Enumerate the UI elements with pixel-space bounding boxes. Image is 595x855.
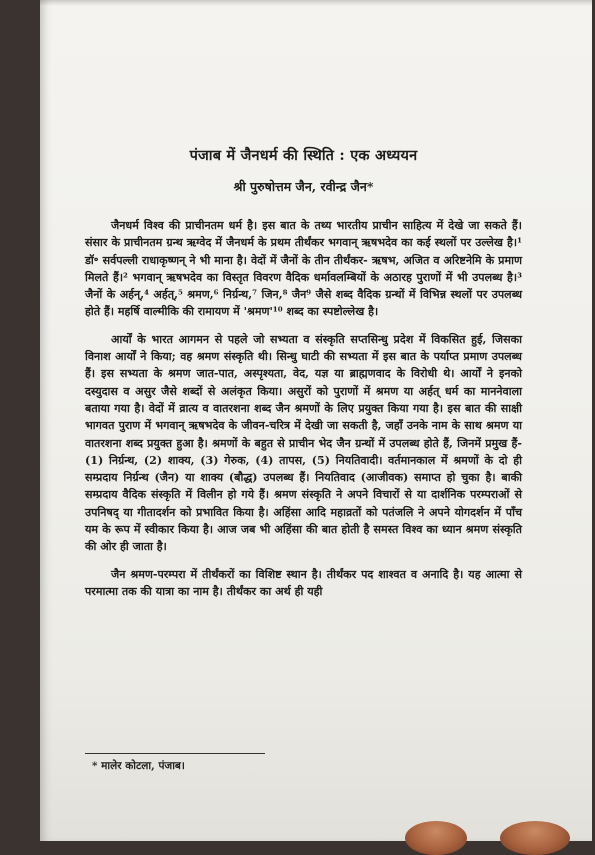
- book-page: [40, 0, 592, 841]
- page-top-shadow: [40, 0, 592, 6]
- footnote: * मालेर कोटला, पंजाब।: [92, 760, 185, 772]
- paragraph-3: जैन श्रमण-परम्परा में तीर्थंकरों का विशिष्ट स्थान है। तीर्थंकर पद शाश्वत व अनादि है। यह आत्मा से परमात्मा तक की यात्रा का नाम है। तीर्थंकर का अर्थ ही यही: [85, 567, 522, 598]
- article: [85, 145, 522, 610]
- thumb-left: [405, 821, 467, 855]
- paragraph-2: आर्यों के भारत आगमन से पहले जो सभ्यता व संस्कृति सप्तसिन्धु प्रदेश में विकसित हुई, जिसका विनाश आर्यों ने किया; वह श्रमण संस्कृति थी। सिन्धु घाटी की सभ्यता में इस बात के पर्याप्त प्रमाण उपलब्ध हैं। इस सभ्यता के श्रमण जात-पात, अस्पृश्यता, वेद, यज्ञ या ब्राह्मणवाद के विरोधी थे। आर्यों ने इनको दस्युदास व असुर जैसे शब्दों से अलंकृत किया। असुरों को पुराणों में श्रमण या अर्हत् धर्म का माननेवाला बताया गया है। वेदों में व्रात्य व वातरशना शब्द जैन श्रमणों के लिए प्रयुक्त किया गया है। इस बात की साक्षी भागवत पुराण में भगवान् ऋषभदेव के जीवन-चरित्र में देखी जा सकती है, जहाँ उनके नाम के साथ श्रमण या वातरशना शब्द प्रयुक्त हुआ है। श्रमणों के बहुत से प्राचीन भेद जैन ग्रन्थों में उपलब्ध होते हैं, जिनमें प्रमुख हैं- (1) निर्ग्रन्थ, (2) शाक्य, (3) गेरुक, (4) तापस, (5) नियतिवादी। वर्तमानकाल में श्रमणों के दो ही सम्प्रदाय निर्ग्रन्थ (जैन) या शाक्य (बौद्ध) उपलब्ध हैं। नियतिवाद (आजीवक) समाप्त हो चुका है। बाकी सम्प्रदाय वैदिक संस्कृति में विलीन हो गये हैं। श्रमण संस्कृति ने अपने विचारों से या दार्शनिक परम्पराओं से उपनिषद् या गीतादर्शन को प्रभावित किया है। अहिंसा आदि महाव्रतों को पतंजलि ने अपने योगदर्शन में पाँच यम के रूप में स्वीकार किया है। आज जब भी अहिंसा की बात होती है समस्त विश्व का ध्यान श्रमण संस्कृति की ओर ही जाता है।: [85, 332, 522, 554]
- paragraph-1: जैनधर्म विश्व की प्राचीनतम धर्म है। इस बात के तथ्य भारतीय प्राचीन साहित्य में देखे जा सकते हैं। संसार के प्राचीनतम ग्रन्थ ऋग्वेद में जैनधर्म के प्रथम तीर्थंकर भगवान् ऋषभदेव का कई स्थलों पर उल्लेख है।¹ डॉ॰ सर्वपल्ली राधाकृष्णन् ने भी माना है। वेदों में जैनों के तीन तीर्थंकर- ऋषभ, अजित व अरिष्टनेमि के प्रमाण मिलते हैं।² भगवान् ऋषभदेव का विस्तृत विवरण वैदिक धर्मावलम्बियों के अठारह पुराणों में भी उपलब्ध है।³ जैनों के अर्हन्,⁴ अर्हत्,⁵ श्रमण,⁶ निर्ग्रन्थ,⁷ जिन,⁸ जैन⁹ जैसे शब्द वैदिक ग्रन्थों में विभिन्न स्थलों पर उपलब्ध होते हैं। महर्षि वाल्मीकि की रामायण में 'श्रमण'¹⁰ शब्द का स्पष्टोल्लेख है।: [85, 219, 522, 319]
- article-title: पंजाब में जैनधर्म की स्थिति : एक अध्ययन: [189, 147, 418, 164]
- article-authors: श्री पुरुषोत्तम जैन, रवीन्द्र जैन*: [233, 179, 374, 194]
- footnote-rule: [85, 753, 265, 754]
- thumb-right: [500, 821, 570, 855]
